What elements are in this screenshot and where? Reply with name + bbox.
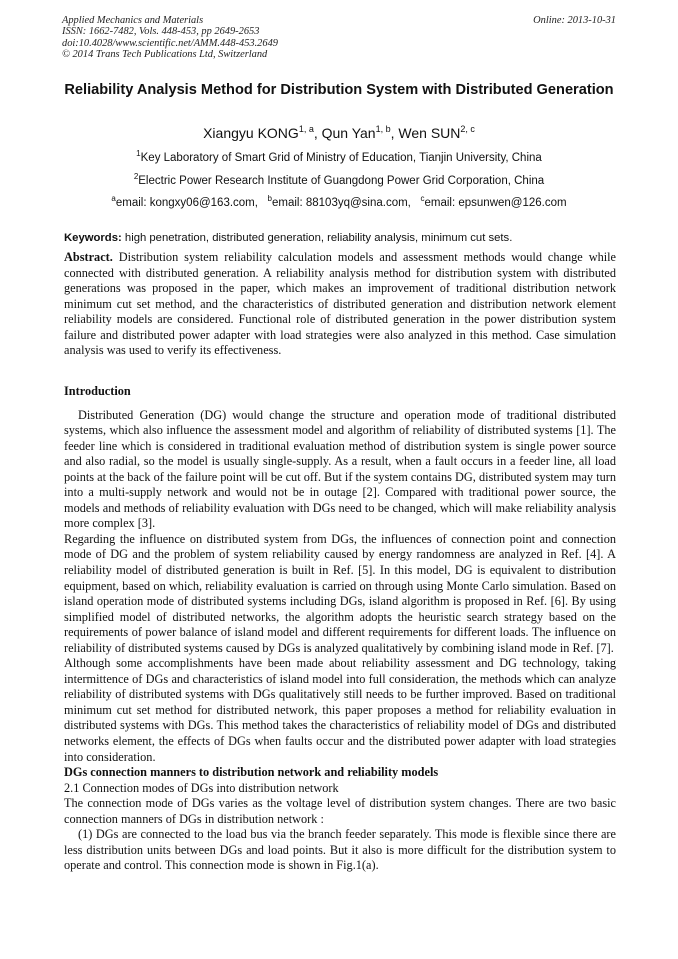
abstract bbox=[64, 250, 616, 359]
paragraph: Distributed Generation (DG) would change the structure and operation mode of traditional distributed systems, which also influence the assessment model and algorithm of reliability of distributed systems [1]. The feeder line which is considered in traditional evaluation method of distribution system is single power source and also radial, so the model is usually single-supply. As a result, when a fault occurs in a feeder line, all load points at the back of the failure point will be cut off. But if the system contains DG, distributed system may turn into a multi-supply network and would not be in outage [2]. Compared with traditional power source, the models and methods of reliability evaluation with DGs need to be changed, which will make reliability analysis more complex [3]. bbox=[64, 407, 616, 531]
paragraph: Regarding the influence on distributed system from DGs, the influences of connection point and connection mode of DG and the problem of system reliability caused by energy randomness are analyzed in Ref. [4]. A reliability model of distributed generation is built in Ref. [5]. In this model, DG is equivalent to distribution equipment, based on which, reliability evaluation is carried on through using Monte Carlo simulation. Based on island operation mode of distributed systems including DGs, island algorithm is proposed in Ref. [6]. By using simplified model of distributed networks, the algorithm adopts the heuristic search strategy based on the requirements of power balance of island model and different requirements for different loads. The influence on reliability of distributed systems caused by DGs is analyzed qualitatively by combining island mode in Ref. [7]. bbox=[64, 531, 616, 655]
paragraph: The connection mode of DGs varies as the voltage level of distribution system changes. There are two basic connection manners of DGs in distribution network : bbox=[64, 796, 616, 826]
email-sup: c bbox=[420, 194, 425, 203]
author-name: Xiangyu KONG bbox=[203, 125, 299, 141]
issn-line: ISSN: 1662-7482, Vols. 448-453, pp 2649-2653 bbox=[62, 26, 260, 38]
paragraph: Although some accomplishments have been made about reliability assessment and DG technology, taking intermittence of DGs and characteristics of island model into full consideration, the methods which can analyze reliability of distributed systems with DGs qualitatively still needs to be further improved. Based on traditional minimum cut set method for distributed network, this paper proposes a method for reliability evaluation in distributed systems with DGs. This method takes the characteristics of reliability model of DGs and distributed networks element, the effects of DGs when faults occur and the distributed power adapter with load strategies into consideration. bbox=[64, 656, 616, 764]
affiliation-2 bbox=[62, 174, 616, 188]
affiliation-text: Electric Power Research Institute of Guangdong Power Grid Corporation, China bbox=[138, 175, 545, 187]
abstract-label: Abstract. bbox=[64, 250, 113, 264]
email-sup: a bbox=[111, 194, 116, 203]
online-date: Online: 2013-10-31 bbox=[533, 15, 616, 26]
affiliation-sup: 1 bbox=[136, 149, 141, 158]
author-affil-sup: 2, c bbox=[460, 124, 475, 134]
main-text bbox=[64, 384, 616, 874]
affiliation-sup: 2 bbox=[133, 172, 139, 181]
email-sup: b bbox=[267, 194, 272, 203]
journal-header bbox=[62, 15, 616, 60]
section-heading-introduction: Introduction bbox=[64, 384, 131, 398]
subsection-heading: 2.1 Connection modes of DGs into distribution network bbox=[64, 780, 339, 795]
author-separator: , bbox=[390, 125, 399, 141]
email-address: email: kongxy06@163.com, bbox=[115, 197, 258, 209]
author-affil-sup: 1, a bbox=[298, 124, 314, 134]
section-heading-dg-connection: DGs connection manners to distribution network and reliability models bbox=[64, 765, 439, 780]
doi-line: doi:10.4028/www.scientific.net/AMM.448-453.2649 bbox=[62, 37, 278, 49]
email-line bbox=[62, 196, 616, 210]
author-separator: , bbox=[313, 125, 322, 141]
keywords-line bbox=[64, 231, 616, 245]
affiliation-1 bbox=[62, 151, 616, 165]
author-list bbox=[62, 124, 616, 142]
author-affil-sup: 1, b bbox=[375, 124, 391, 134]
abstract-text: Distribution system reliability calculation models and assessment methods would change while connected with distributed generation. A reliability analysis method for distribution system with distributed generations was proposed in the paper, which makes an improvement of traditional distribution network minimum cut set method, and the characteristics of distributed generation and distribution network element reliability models are considered. Functional role of distributed generation in the power distribution system failure and distributed power adapter with load strategies were also analyzed in this method. Case simulation analysis was used to verify its effectiveness. bbox=[64, 250, 617, 358]
journal-name: Applied Mechanics and Materials bbox=[62, 15, 204, 26]
paragraph: (1) DGs are connected to the load bus via the branch feeder separately. This mode is flexible since there are less distribution units between DGs and load points. But it also is more difficult for the distribution system to operate and control. This connection mode is shown in Fig.1(a). bbox=[64, 827, 616, 873]
email-address: email: 88103yq@sina.com, bbox=[272, 197, 411, 209]
keywords-label: Keywords: bbox=[64, 232, 122, 244]
author-name: Qun Yan bbox=[321, 125, 376, 141]
affiliation-text: Key Laboratory of Smart Grid of Ministry of Education, Tianjin University, China bbox=[140, 152, 542, 164]
keywords-text: high penetration, distributed generation, reliability analysis, minimum cut sets. bbox=[124, 232, 513, 244]
copyright-line: © 2014 Trans Tech Publications Ltd, Switzerland bbox=[62, 48, 268, 60]
author-name: Wen SUN bbox=[398, 125, 461, 141]
paper-title: Reliability Analysis Method for Distribution System with Distributed Generation bbox=[64, 82, 614, 98]
email-address: email: epsunwen@126.com bbox=[424, 197, 567, 209]
